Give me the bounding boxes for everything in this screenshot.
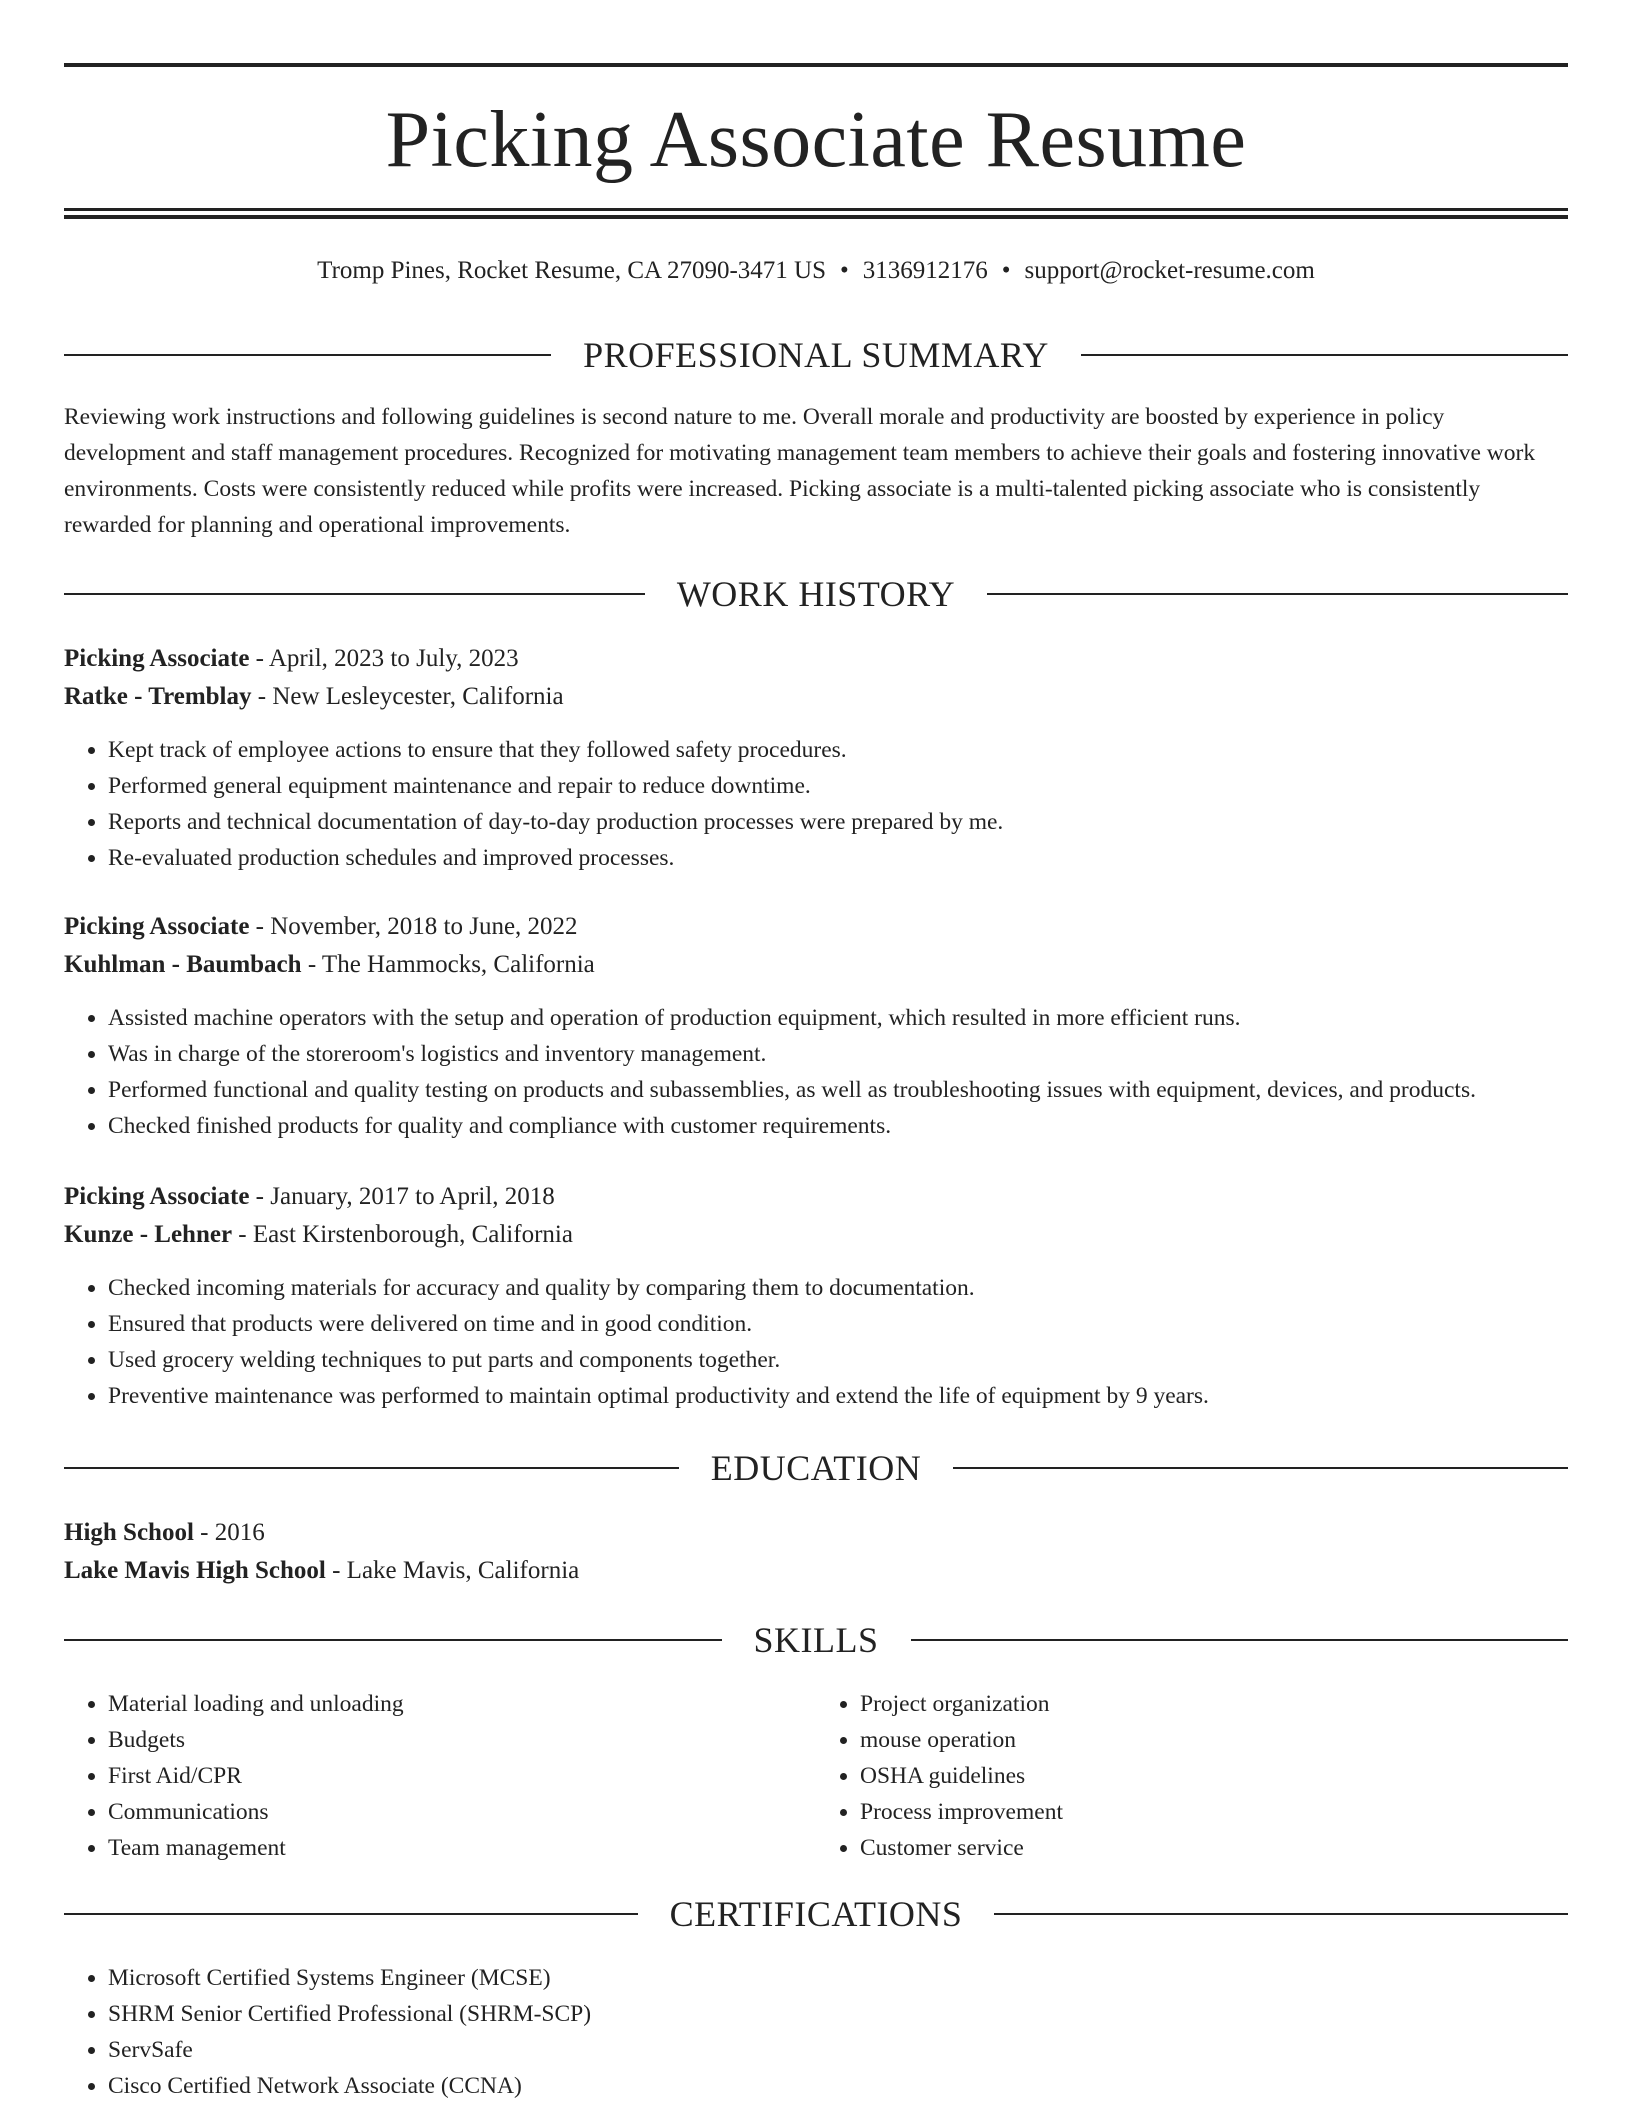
certification-item: • ServSafe: [108, 2032, 1568, 2068]
skill-item: • Customer service: [860, 1830, 1568, 1866]
title-double-rule: [64, 208, 1568, 219]
school-name: Lake Mavis High School: [64, 1557, 326, 1584]
job-entry: [64, 640, 1568, 876]
graduation-year: - 2016: [193, 1519, 265, 1546]
divider: [994, 1913, 1568, 1915]
section-heading-certifications: [64, 1892, 1568, 1936]
degree-line: [64, 1514, 1568, 1552]
skill-item: • mouse operation: [860, 1722, 1568, 1758]
skill-item: • Process improvement: [860, 1794, 1568, 1830]
job-title: Picking Associate: [64, 1183, 250, 1210]
job-title-line: [64, 908, 1568, 946]
job-entry: [64, 908, 1568, 1144]
section-title: PROFESSIONAL SUMMARY: [583, 335, 1049, 375]
list-item: • Preventive maintenance was performed to maintain optimal productivity and extend the life of equipment by 9 years.: [108, 1378, 1568, 1414]
job-title-line: [64, 1178, 1568, 1216]
job-location: - New Lesleycester, California: [251, 683, 564, 710]
list-item: • Checked finished products for quality and compliance with customer requirements.: [108, 1108, 1568, 1144]
section-title: EDUCATION: [710, 1448, 922, 1488]
company-name: Kunze - Lehner: [64, 1221, 233, 1248]
job-title: Picking Associate: [64, 645, 250, 672]
degree: High School: [64, 1519, 194, 1546]
divider: [64, 593, 645, 595]
skill-item: • Project organization: [860, 1686, 1568, 1722]
list-item: • Ensured that products were delivered on time and in good condition.: [108, 1306, 1568, 1342]
section-heading-work-history: [64, 572, 1568, 616]
divider: [987, 593, 1568, 595]
divider: [1081, 354, 1568, 356]
top-rule: [64, 63, 1568, 67]
job-title: Picking Associate: [64, 913, 250, 940]
certification-item: • Cisco Certified Network Associate (CCNA): [108, 2068, 1568, 2104]
divider: [64, 1467, 679, 1469]
summary-text: Reviewing work instructions and following guidelines is second nature to me. Overall morale and productivity are boosted by experience in policy development and staff management procedures. Recognized for motivating management team members to achieve their goals and fostering innovative work environments. Costs were consistently reduced while profits were increased. Picking associate is a multi-talented picking associate who is consistently rewarded for planning and operational improvements.: [64, 404, 1536, 538]
skill-item: • First Aid/CPR: [108, 1758, 816, 1794]
skill-item: • Budgets: [108, 1722, 816, 1758]
job-bullets: [64, 1270, 1568, 1414]
job-bullets: [64, 1000, 1568, 1144]
separator: •: [1001, 257, 1011, 284]
job-location: - The Hammocks, California: [301, 951, 595, 978]
certifications-list: [64, 1960, 1568, 2104]
job-company-line: [64, 678, 1568, 716]
list-item: • Reports and technical documentation of day-to-day production processes were prepared by me.: [108, 804, 1568, 840]
certifications-entry: [64, 1960, 1568, 2104]
certification-item: • SHRM Senior Certified Professional (SHRM-SCP): [108, 1996, 1568, 2032]
school-line: [64, 1552, 1568, 1590]
skill-item: • Material loading and unloading: [108, 1686, 816, 1722]
list-item: • Re-evaluated production schedules and improved processes.: [108, 840, 1568, 876]
section-title: CERTIFICATIONS: [669, 1894, 963, 1934]
school-location: - Lake Mavis, California: [325, 1557, 580, 1584]
section-heading-skills: [64, 1618, 1568, 1662]
company-name: Kuhlman - Baumbach: [64, 951, 302, 978]
skill-item: • OSHA guidelines: [860, 1758, 1568, 1794]
list-item: • Performed general equipment maintenance and repair to reduce downtime.: [108, 768, 1568, 804]
email: support@rocket-resume.com: [1024, 257, 1315, 284]
job-dates: - April, 2023 to July, 2023: [249, 645, 519, 672]
job-title-line: [64, 640, 1568, 678]
company-name: Ratke - Tremblay: [64, 683, 252, 710]
page-title: Picking Associate Resume: [385, 96, 1247, 184]
certification-item: • Microsoft Certified Systems Engineer (MCSE): [108, 1960, 1568, 1996]
list-item: • Performed functional and quality testing on products and subassemblies, as well as troubleshooting issues with equipment, devices, and products.: [108, 1072, 1568, 1108]
skills-columns: [64, 1686, 1568, 1866]
section-title: WORK HISTORY: [676, 574, 956, 614]
education-entry: [64, 1514, 1568, 1590]
divider: [64, 1639, 722, 1641]
job-bullets: [64, 732, 1568, 876]
section-heading-education: [64, 1446, 1568, 1490]
skills-list-right: [816, 1686, 1568, 1866]
skills-list-left: [64, 1686, 816, 1866]
job-company-line: [64, 1216, 1568, 1254]
list-item: • Assisted machine operators with the setup and operation of production equipment, which resulted in more efficient runs.: [108, 1000, 1568, 1036]
skill-item: • Communications: [108, 1794, 816, 1830]
address: Tromp Pines, Rocket Resume, CA 27090-3471 US: [317, 257, 826, 284]
list-item: • Checked incoming materials for accuracy and quality by comparing them to documentation.: [108, 1270, 1568, 1306]
section-title: SKILLS: [753, 1620, 879, 1660]
job-company-line: [64, 946, 1568, 984]
phone: 3136912176: [862, 257, 988, 284]
divider: [64, 354, 551, 356]
divider: [911, 1639, 1569, 1641]
divider: [953, 1467, 1568, 1469]
contact-line: [64, 254, 1568, 288]
list-item: • Was in charge of the storeroom's logistics and inventory management.: [108, 1036, 1568, 1072]
list-item: • Kept track of employee actions to ensure that they followed safety procedures.: [108, 732, 1568, 768]
job-dates: - November, 2018 to June, 2022: [249, 913, 578, 940]
job-dates: - January, 2017 to April, 2018: [249, 1183, 555, 1210]
divider: [64, 1913, 638, 1915]
separator: •: [840, 257, 849, 284]
section-heading-summary: [64, 333, 1568, 377]
list-item: • Used grocery welding techniques to put parts and components together.: [108, 1342, 1568, 1378]
skill-item: • Team management: [108, 1830, 816, 1866]
job-entry: [64, 1178, 1568, 1414]
job-location: - East Kirstenborough, California: [232, 1221, 573, 1248]
